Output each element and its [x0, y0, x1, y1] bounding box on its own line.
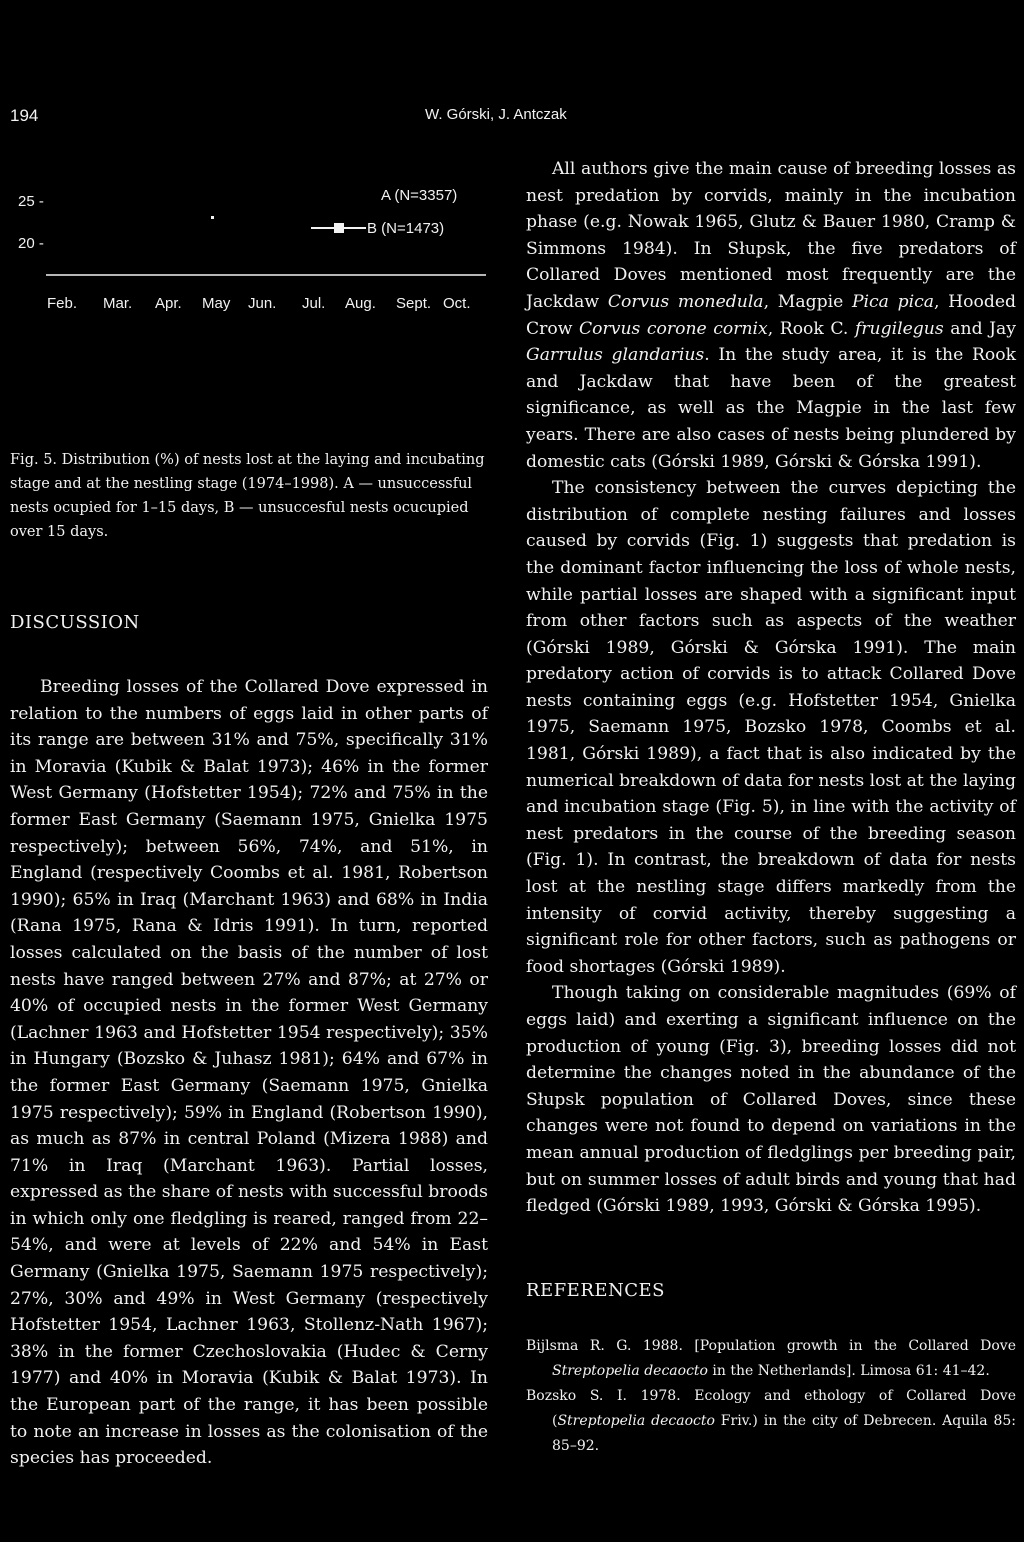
xtick-label: Jul. [302, 295, 326, 312]
data-point-marker [211, 216, 214, 219]
species-name: Streptopelia decaocto [552, 1363, 708, 1379]
discussion-heading: DISCUSSION [10, 612, 140, 633]
figure-5-chart [0, 170, 520, 320]
caption-text: Distribution (%) of nests lost at the laying and incubating stage and at the nestling stage (1974–1998). A — unsuccessful nests ocupied for 1–15 days, B — unsuccesful nests ocucupied over 15 days. [10, 452, 485, 540]
text-span: All authors give the main cause of breeding losses as nest predation by corvids, mainly in the incubation phase (e.g. Nowak 1965, Glutz & Bauer 1980, Cramp & Simmons 1984). In Słupsk, the five predators of Collared Doves mentioned most frequently are the Jackdaw [526, 159, 1016, 312]
ytick-label: 25 - [18, 193, 44, 210]
caption-label: Fig. 5. [10, 452, 58, 468]
text-span: in the Netherlands]. Limosa 61: 41–42. [707, 1363, 990, 1379]
xtick-label: Feb. [47, 295, 78, 312]
reference-item [526, 1334, 1016, 1384]
xtick-label: Oct. [443, 295, 471, 312]
paragraph-magnitudes: Though taking on considerable magnitudes (69% of eggs laid) and exerting a significant influence on the production of young (Fig. 3), breeding losses did not determine the changes noted in the abundance of the Słupsk population of Collared Doves, since these changes were not found to depend on variations in the mean annual production of fledglings per breeding pair, but on summer losses of adult birds and young that had fledged (Górski 1989, 1993, Górski & Górska 1995). [526, 983, 1016, 1217]
page-number: 194 [10, 106, 39, 125]
figure-caption [10, 448, 500, 544]
text-span: , Magpie [763, 291, 852, 312]
legend-marker-b [334, 223, 344, 233]
xtick-label: Apr. [155, 295, 182, 312]
text-span: . In the study area, it is the Rook and Jackdaw that have been of the greatest significance, as well as the Magpie in the last few years. There are also cases of nests being plundered by domestic cats (Górski 1989, Górski & Górska 1991). [526, 345, 1017, 472]
text-span: , Rook C. [767, 318, 855, 339]
species-name: frugilegus [854, 318, 944, 339]
species-name: Corvus monedula [607, 291, 764, 312]
references-list [526, 1334, 1016, 1459]
xtick-label: Aug. [345, 295, 376, 312]
reference-item [526, 1384, 1016, 1459]
legend-label-b: B (N=1473) [367, 220, 445, 237]
text-span: Bozsko S. I. 1978. Ecology and ethology of Collared Dove ( [526, 1388, 1016, 1429]
right-column [526, 156, 1016, 1220]
species-name: Corvus corone cornix [579, 318, 768, 339]
paragraph-predation [526, 156, 1016, 475]
x-tick-labels [47, 295, 471, 312]
xtick-label: May [202, 295, 231, 312]
species-name: Streptopelia decaocto [557, 1413, 715, 1429]
ytick-label: 20 - [18, 235, 44, 252]
xtick-label: Sept. [396, 295, 432, 312]
discussion-column [10, 674, 488, 1472]
running-head: W. Górski, J. Antczak [425, 106, 567, 123]
species-name: Pica pica [851, 291, 934, 312]
text-span: Bijlsma R. G. 1988. [Population growth in the Collared Dove [526, 1338, 1016, 1354]
discussion-paragraph: Breeding losses of the Collared Dove expressed in relation to the numbers of eggs laid in other parts of its range are between 31% and 75%, specifically 31% in Moravia (Kubik & Balat 1973); 46% in the former West Germany (Hofstetter 1954); 72% and 75% in the former East Germany (Saemann 1975, Gnielka 1975 respectively); between 56%, 74%, and 51%, in England (respectively Coombs et al. 1981, Robertson 1990); 65% in Iraq (Marchant 1963) and 68% in India (Rana 1975, Rana & Idris 1991). In turn, reported losses calculated on the basis of the number of lost nests have ranged between 27% and 87%; at 27% or 40% of occupied nests in the former West Germany (Lachner 1963 and Hofstetter 1954 respectively); 35% in Hungary (Bozsko & Juhasz 1981); 64% and 67% in the former East Germany (Saemann 1975, Gnielka 1975 respectively); 59% in England (Robertson 1990), as much as 87% in central Poland (Mizera 1988) and 71% in Iraq (Marchant 1963). Partial losses, expressed as the share of nests with successful broods in which only one fledgling is reared, ranged from 22–54%, and were at levels of 22% and 54% in East Germany (Gnielka 1975, Saemann 1975 respectively); 27%, 30% and 49% in West Germany (respectively Hofstetter 1954, Lachner 1963, Stollenz-Nath 1967); 38% in the former Czechoslovakia (Hudec & Cerny 1977) and 40% in Moravia (Kubik & Balat 1973). In the European part of the range, it has been possible to note an increase in losses as the colonisation of the species has proceeded. [10, 677, 488, 1469]
text-span: , Hooded Crow [526, 291, 1016, 339]
legend-label-a: A (N=3357) [381, 187, 458, 204]
text-span: and Jay [943, 318, 1017, 339]
species-name: Garrulus glandarius [526, 345, 705, 366]
xtick-label: Mar. [103, 295, 133, 312]
text-span: Friv.) in the city of Debrecen. Aquila 85: 85–92. [552, 1413, 1016, 1454]
xtick-label: Jun. [248, 295, 277, 312]
paragraph-consistency: The consistency between the curves depicting the distribution of complete nesting failures and losses caused by corvids (Fig. 1) suggests that predation is the dominant factor influencing the loss of whole nests, while partial losses are shaped with a significant input from other factors such as aspects of the weather (Górski 1989, Górski & Górska 1991). The main predatory action of corvids is to attack Collared Dove nests containing eggs (e.g. Hofstetter 1954, Gnielka 1975, Saemann 1975, Bozsko 1978, Coombs et al. 1981, Górski 1989), a fact that is also indicated by the numerical breakdown of data for nests lost at the laying and incubation stage (Fig. 5), in line with the activity of nest predators in the course of the breeding season (Fig. 1). In contrast, the breakdown of data for nests lost at the nestling stage differs markedly from the intensity of corvid activity, thereby suggesting a significant role for other factors, such as pathogens or food shortages (Górski 1989). [526, 478, 1016, 977]
references-heading: REFERENCES [526, 1280, 666, 1301]
